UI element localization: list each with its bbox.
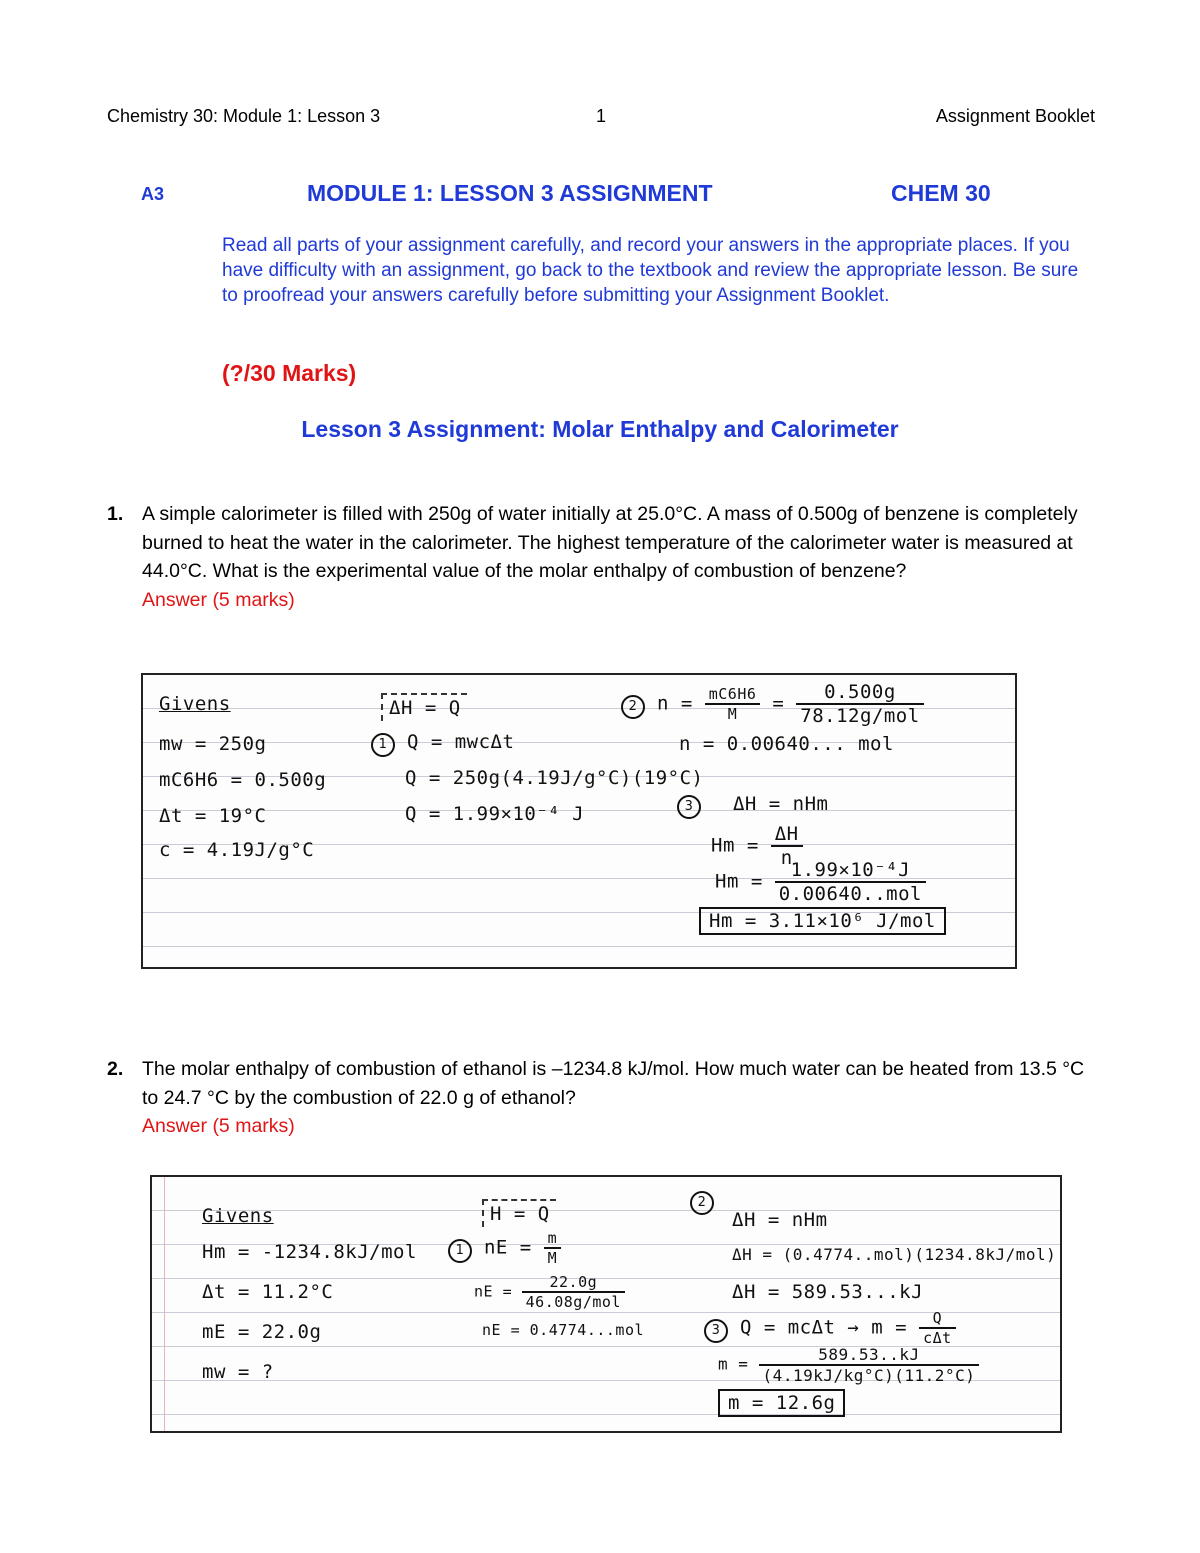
step-line: ΔH = nHm xyxy=(732,793,829,815)
fraction-numerator: mC6H6 xyxy=(705,685,761,705)
step-line: nE = xyxy=(474,1282,513,1301)
final-answer: Hm = 3.11×10⁶ J/mol xyxy=(699,907,946,935)
final-answer: m = 12.6g xyxy=(718,1389,845,1417)
answer-label: Answer (5 marks) xyxy=(142,1115,295,1137)
givens-heading: Givens xyxy=(159,693,231,715)
equation-line: ΔH = Q xyxy=(381,693,467,721)
fraction-denominator: 78.12g/mol xyxy=(800,705,920,727)
step-line: Hm = xyxy=(711,834,759,857)
step-number: 2 xyxy=(621,695,645,719)
fraction-numerator: 0.500g xyxy=(796,681,923,705)
question-text: A simple calorimeter is filled with 250g of water initially at 25.0°C. A mass of 0.500g of benzene is completely burned to heat the water in the calorimeter. The highest temperature of the calorimeter water is measured at 44.0°C. What is the experimental value of the molar enthalpy of combustion of benzene? xyxy=(142,503,1078,582)
step-number: 1 xyxy=(448,1239,472,1263)
question-number: 2. xyxy=(107,1058,124,1080)
step-line: ΔH = 589.53...kJ xyxy=(732,1281,924,1303)
page-title: MODULE 1: LESSON 3 ASSIGNMENT xyxy=(307,180,713,206)
fraction-numerator: ΔH xyxy=(771,823,803,847)
given-line: Hm = -1234.8kJ/mol xyxy=(202,1241,417,1263)
step-line: Hm = xyxy=(715,870,763,893)
given-line: Δt = 11.2°C xyxy=(202,1281,334,1303)
givens-heading: Givens xyxy=(202,1205,274,1227)
fraction-numerator: 589.53..kJ xyxy=(759,1345,980,1366)
fraction-denominator: cΔt xyxy=(923,1329,952,1347)
page-number: 1 xyxy=(596,106,607,126)
question-1 xyxy=(107,500,1102,614)
step-line: Q = 250g(4.19J/g°C)(19°C) xyxy=(405,767,704,789)
equation-line: H = Q xyxy=(482,1199,556,1227)
given-line: mC6H6 = 0.500g xyxy=(159,769,327,791)
course-name: CHEM 30 xyxy=(891,180,991,206)
step-line: m = xyxy=(718,1354,749,1374)
answer-image-2 xyxy=(150,1175,1062,1433)
given-line: mw = 250g xyxy=(159,733,267,755)
question-text: The molar enthalpy of combustion of ethanol is –1234.8 kJ/mol. How much water can be heated from 13.5 °C to 24.7 °C by the combustion of 22.0 g of ethanol? xyxy=(142,1058,1085,1109)
fraction-denominator: 0.00640..mol xyxy=(778,883,922,905)
assignment-code: A3 xyxy=(141,184,165,204)
fraction-denominator: n xyxy=(780,847,793,869)
step-line: n = xyxy=(656,692,693,715)
lesson-title: Lesson 3 Assignment: Molar Enthalpy and Calorimeter xyxy=(301,416,899,442)
step-number: 1 xyxy=(371,733,395,757)
step-line: n = 0.00640... mol xyxy=(679,733,894,755)
given-line: c = 4.19J/g°C xyxy=(159,839,315,861)
step-line: ΔH = (0.4774..mol)(1234.8kJ/mol) xyxy=(732,1245,1057,1264)
fraction-denominator: 46.08g/mol xyxy=(525,1293,621,1311)
fraction-denominator: (4.19kJ/kg°C)(11.2°C) xyxy=(762,1366,976,1385)
marks-total: (?/30 Marks) xyxy=(222,360,357,386)
header-right: Assignment Booklet xyxy=(935,106,1095,126)
given-line: Δt = 19°C xyxy=(159,805,267,827)
step-number: 2 xyxy=(690,1191,714,1215)
step-line: Q = 1.99×10⁻⁴ J xyxy=(405,803,585,825)
fraction-numerator: m xyxy=(544,1229,562,1249)
step-number: 3 xyxy=(704,1319,728,1343)
given-line: mw = ? xyxy=(202,1361,274,1383)
step-line: ΔH = nHm xyxy=(732,1209,828,1231)
instructions: Read all parts of your assignment carefully, and record your answers in the appropriate places. If you have difficulty with an assignment, go back to the textbook and review the appropriate lesson. Be sure to proofread your answers carefully before submitting your Assignment Booklet. xyxy=(222,235,1079,306)
question-number: 1. xyxy=(107,503,124,525)
question-2 xyxy=(107,1055,1102,1141)
step-line: nE = xyxy=(483,1236,532,1259)
answer-label: Answer (5 marks) xyxy=(142,588,295,611)
notebook-margin xyxy=(164,1177,165,1431)
answer-image-1: Givens mw = 250g mC6H6 = 0.500g Δt = 19°C c = 4.19J/g°C ΔH = Q 1 Q = mwcΔt Q = 250g(4.19J/g°C)(19°C) Q = 1.99×10⁻⁴ J 2 n = $\frac{mC6H6}{M}$ = $\frac{0.500g}{\text{78.12g/mol}}$ n = 0.00640... mol 3 ΔH = nHm Hm = $\frac{\Delta H}{n}$ Hm = $\frac{\text{1.99×10⁻⁴J}}{\text{0.00640..mol}}$ Hm = 3.11×10⁶ J/mol xyxy=(141,673,1017,969)
fraction-numerator: 1.99×10⁻⁴J xyxy=(775,859,926,883)
step-line: Q = mwcΔt xyxy=(406,731,515,753)
given-line: mE = 22.0g xyxy=(202,1321,322,1343)
fraction-denominator: M xyxy=(547,1249,558,1267)
step-line: nE = 0.4774...mol xyxy=(482,1321,645,1339)
fraction-numerator: Q xyxy=(919,1309,956,1329)
step-line: Q = mcΔt → m = xyxy=(739,1316,908,1339)
fraction-numerator: 22.0g xyxy=(522,1273,625,1293)
step-number: 3 xyxy=(677,795,701,819)
fraction-denominator: M xyxy=(727,705,738,723)
header-left: Chemistry 30: Module 1: Lesson 3 xyxy=(107,106,381,126)
